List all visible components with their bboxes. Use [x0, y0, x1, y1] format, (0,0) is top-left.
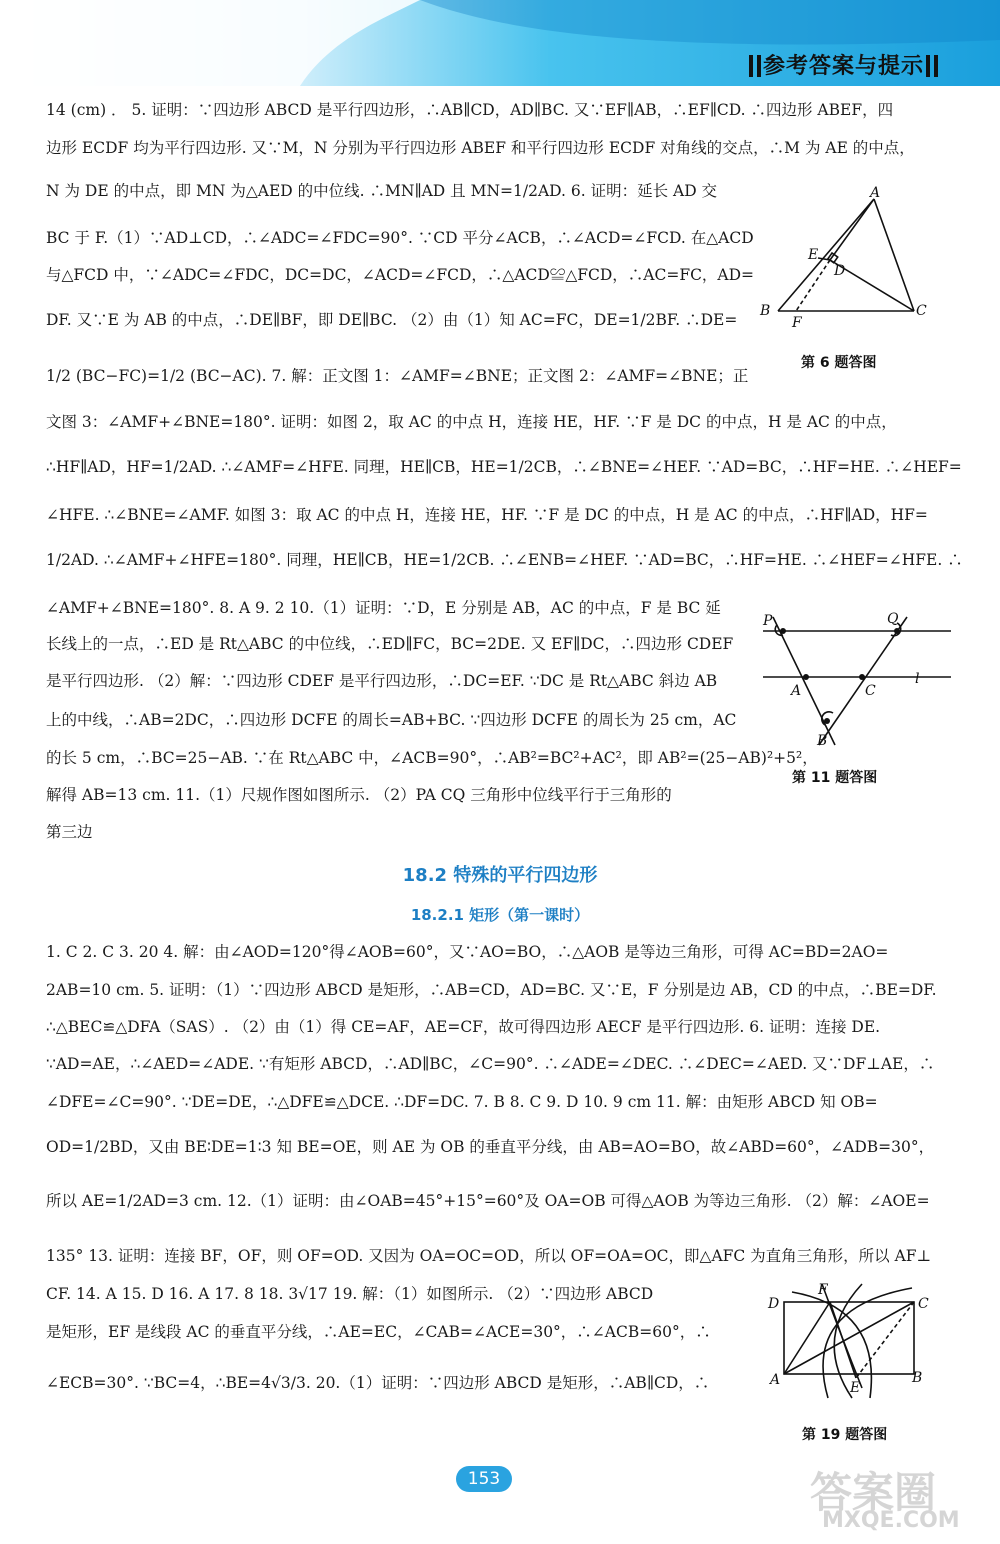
answer-line: BC 于 F.（1）∵AD⊥CD，∴∠ADC=∠FDC=90°. ∵CD 平分∠ACB，∴∠ACD=∠FCD. 在△ACD	[46, 229, 754, 247]
answer-line: 135° 13. 证明：连接 BF，OF，则 OF=OD. 又因为 OA=OC=OD，所以 OF=OA=OC，即△AFC 为直角三角形，所以 AF⊥	[46, 1247, 932, 1265]
answer-line: 2AB=10 cm. 5. 证明：（1）∵四边形 ABCD 是矩形，∴AB=CD，AD=BC. 又∵E，F 分别是边 AB，CD 的中点，∴BE=DF.	[46, 981, 937, 999]
answer-line: ∠ECB=30°. ∵BC=4，∴BE=4√3/3. 20.（1）证明：∵四边形 ABCD 是矩形，∴AB∥CD，∴	[46, 1374, 710, 1392]
answer-line: 是矩形，EF 是线段 AC 的垂直平分线，∴AE=EC，∠CAB=∠ACE=30°，∴∠ACB=60°，∴	[46, 1323, 711, 1341]
fig19-label-a: A	[770, 1372, 781, 1388]
answer-line: 14 (cm) ． 5. 证明：∵四边形 ABCD 是平行四边形，∴AB∥CD，AD∥BC. 又∵EF∥AB，∴EF∥CD. ∴四边形 ABEF，四	[46, 101, 894, 119]
fig11-label-p: P	[763, 613, 773, 629]
answer-line: ∠HFE. ∴∠BNE=∠AMF. 如图 3：取 AC 的中点 H，连接 HE，HF. ∵F 是 DC 的中点，H 是 AC 的中点，∴HF∥AD，HF=	[46, 506, 928, 524]
fig6-label-a: A	[870, 185, 881, 201]
answer-line: 长线上的一点，∴ED 是 Rt△ABC 的中位线，∴ED∥FC，BC=2DE. 又 EF∥DC，∴四边形 CDEF	[46, 635, 734, 653]
fig6-label-c: C	[916, 303, 927, 319]
section-title: 18.2 特殊的平行四边形	[402, 865, 598, 886]
answer-line: ∠DFE=∠C=90°. ∵DE=DE，∴△DFE≌△DCE. ∴DF=DC. 7. B 8. C 9. D 10. 9 cm 11. 解：由矩形 ABCD 知 OB=	[46, 1093, 878, 1111]
answer-line: ∵AD=AE，∴∠AED=∠ADE. ∵有矩形 ABCD，∴AD∥BC，∠C=90°. ∴∠ADE=∠DEC. ∴∠DEC=∠AED. 又∵DF⊥AE，∴	[46, 1055, 935, 1073]
answer-line: 边形 ECDF 均为平行四边形. 又∵M，N 分别为平行四边形 ABEF 和平行四边形 ECDF 对角线的交点，∴M 为 AE 的中点，	[46, 139, 915, 157]
fig19-label-c: C	[918, 1296, 929, 1312]
answer-line: 解得 AB=13 cm. 11.（1）尺规作图如图所示. （2）PA CQ 三角形中位线平行于三角形的	[46, 786, 672, 804]
fig6-label-d: D	[834, 263, 846, 279]
fig11-label-l: l	[915, 671, 920, 687]
figure-11-diagram	[755, 605, 955, 755]
fig6-label-f: F	[792, 315, 802, 331]
answer-line: CF. 14. A 15. D 16. A 17. 8 18. 3√17 19. 解：（1）如图所示. （2）∵四边形 ABCD	[46, 1285, 654, 1303]
fig19-label-d: D	[768, 1296, 780, 1312]
figure-19-caption: 第 19 题答图	[802, 1427, 888, 1443]
fig19-label-e: E	[850, 1380, 861, 1396]
fig6-label-e: E	[808, 247, 819, 263]
header-title: 参考答案与提示	[747, 50, 940, 84]
watermark-logo: 答案圈 MXQE.COM	[810, 1468, 960, 1533]
page-number: 153	[456, 1466, 512, 1492]
answer-line: 1/2AD. ∴∠AMF+∠HFE=180°. 同理，HE∥CB，HE=1/2CB. ∴∠ENB=∠HEF. ∵AD=BC，∴HF=HE. ∴∠HEF=∠HFE. ∴	[46, 551, 963, 569]
answer-line: OD=1/2BD，又由 BE∶DE=1∶3 知 BE=OE，则 AE 为 OB 的垂直平分线，由 AB=AO=BO，故∠ABD=60°，∠ADB=30°，	[46, 1138, 935, 1156]
fig19-label-f: F	[818, 1282, 828, 1298]
fig11-label-b: B	[817, 733, 828, 749]
answer-line: 1. C 2. C 3. 20 4. 解：由∠AOD=120°得∠AOB=60°，又∵AO=BO，∴△AOB 是等边三角形，可得 AC=BD=2AO=	[46, 943, 889, 961]
answer-line: ∠AMF+∠BNE=180°. 8. A 9. 2 10.（1）证明：∵D，E 分别是 AB，AC 的中点，F 是 BC 延	[46, 599, 721, 617]
fig19-label-b: B	[912, 1370, 923, 1386]
fig6-label-b: B	[760, 303, 771, 319]
fig11-label-a: A	[791, 683, 802, 699]
answer-line: 与△FCD 中，∵∠ADC=∠FDC，DC=DC，∠ACD=∠FCD，∴△ACD≌△FCD，∴AC=FC，AD=	[46, 266, 755, 284]
answer-line: ∴HF∥AD，HF=1/2AD. ∴∠AMF=∠HFE. 同理，HE∥CB，HE=1/2CB，∴∠BNE=∠HEF. ∵AD=BC，∴HF=HE. ∴∠HEF=	[46, 458, 962, 476]
figure-6-diagram	[750, 185, 940, 335]
fig11-label-c: C	[865, 683, 876, 699]
figure-19-diagram	[762, 1278, 942, 1403]
answer-line: 文图 3：∠AMF+∠BNE=180°. 证明：如图 2，取 AC 的中点 H，连接 HE，HF. ∵F 是 DC 的中点，H 是 AC 的中点，	[46, 413, 897, 431]
answer-line: 所以 AE=1/2AD=3 cm. 12.（1）证明：由∠OAB=45°+15°=60°及 OA=OB 可得△AOB 为等边三角形. （2）解：∠AOE=	[46, 1192, 930, 1210]
answer-line: 上的中线，∴AB=2DC，∴四边形 DCFE 的周长=AB+BC. ∵四边形 DCFE 的周长为 25 cm，AC	[46, 711, 737, 729]
answer-line: 1/2 (BC−FC)=1/2 (BC−AC). 7. 解：正文图 1：∠AMF=∠BNE；正文图 2：∠AMF=∠BNE；正	[46, 367, 749, 385]
answer-line: 第三边	[46, 823, 93, 841]
answer-line: N 为 DE 的中点，即 MN 为△AED 的中位线. ∴MN∥AD 且 MN=1/2AD. 6. 证明：延长 AD 交	[46, 182, 718, 200]
subsection-title: 18.2.1 矩形（第一课时）	[410, 906, 590, 924]
answer-line: ∴△BEC≌△DFA（SAS）. （2）由（1）得 CE=AF，AE=CF，故可得四边形 AECF 是平行四边形. 6. 证明：连接 DE.	[46, 1018, 881, 1036]
answer-line: 是平行四边形. （2）解：∵四边形 CDEF 是平行四边形，∴DC=EF. ∵DC 是 Rt△ABC 斜边 AB	[46, 672, 718, 690]
answer-line: 的长 5 cm，∴BC=25−AB. ∵在 Rt△ABC 中，∠ACB=90°，∴AB²=BC²+AC²，即 AB²=(25−AB)²+5²，	[46, 749, 818, 767]
figure-11-caption: 第 11 题答图	[792, 770, 878, 786]
answer-line: DF. 又∵E 为 AB 的中点，∴DE∥BF，即 DE∥BC. （2）由（1）知 AC=FC，DE=1/2BF. ∴DE=	[46, 311, 738, 329]
figure-6-caption: 第 6 题答图	[801, 355, 877, 371]
fig11-label-q: Q	[887, 611, 899, 627]
